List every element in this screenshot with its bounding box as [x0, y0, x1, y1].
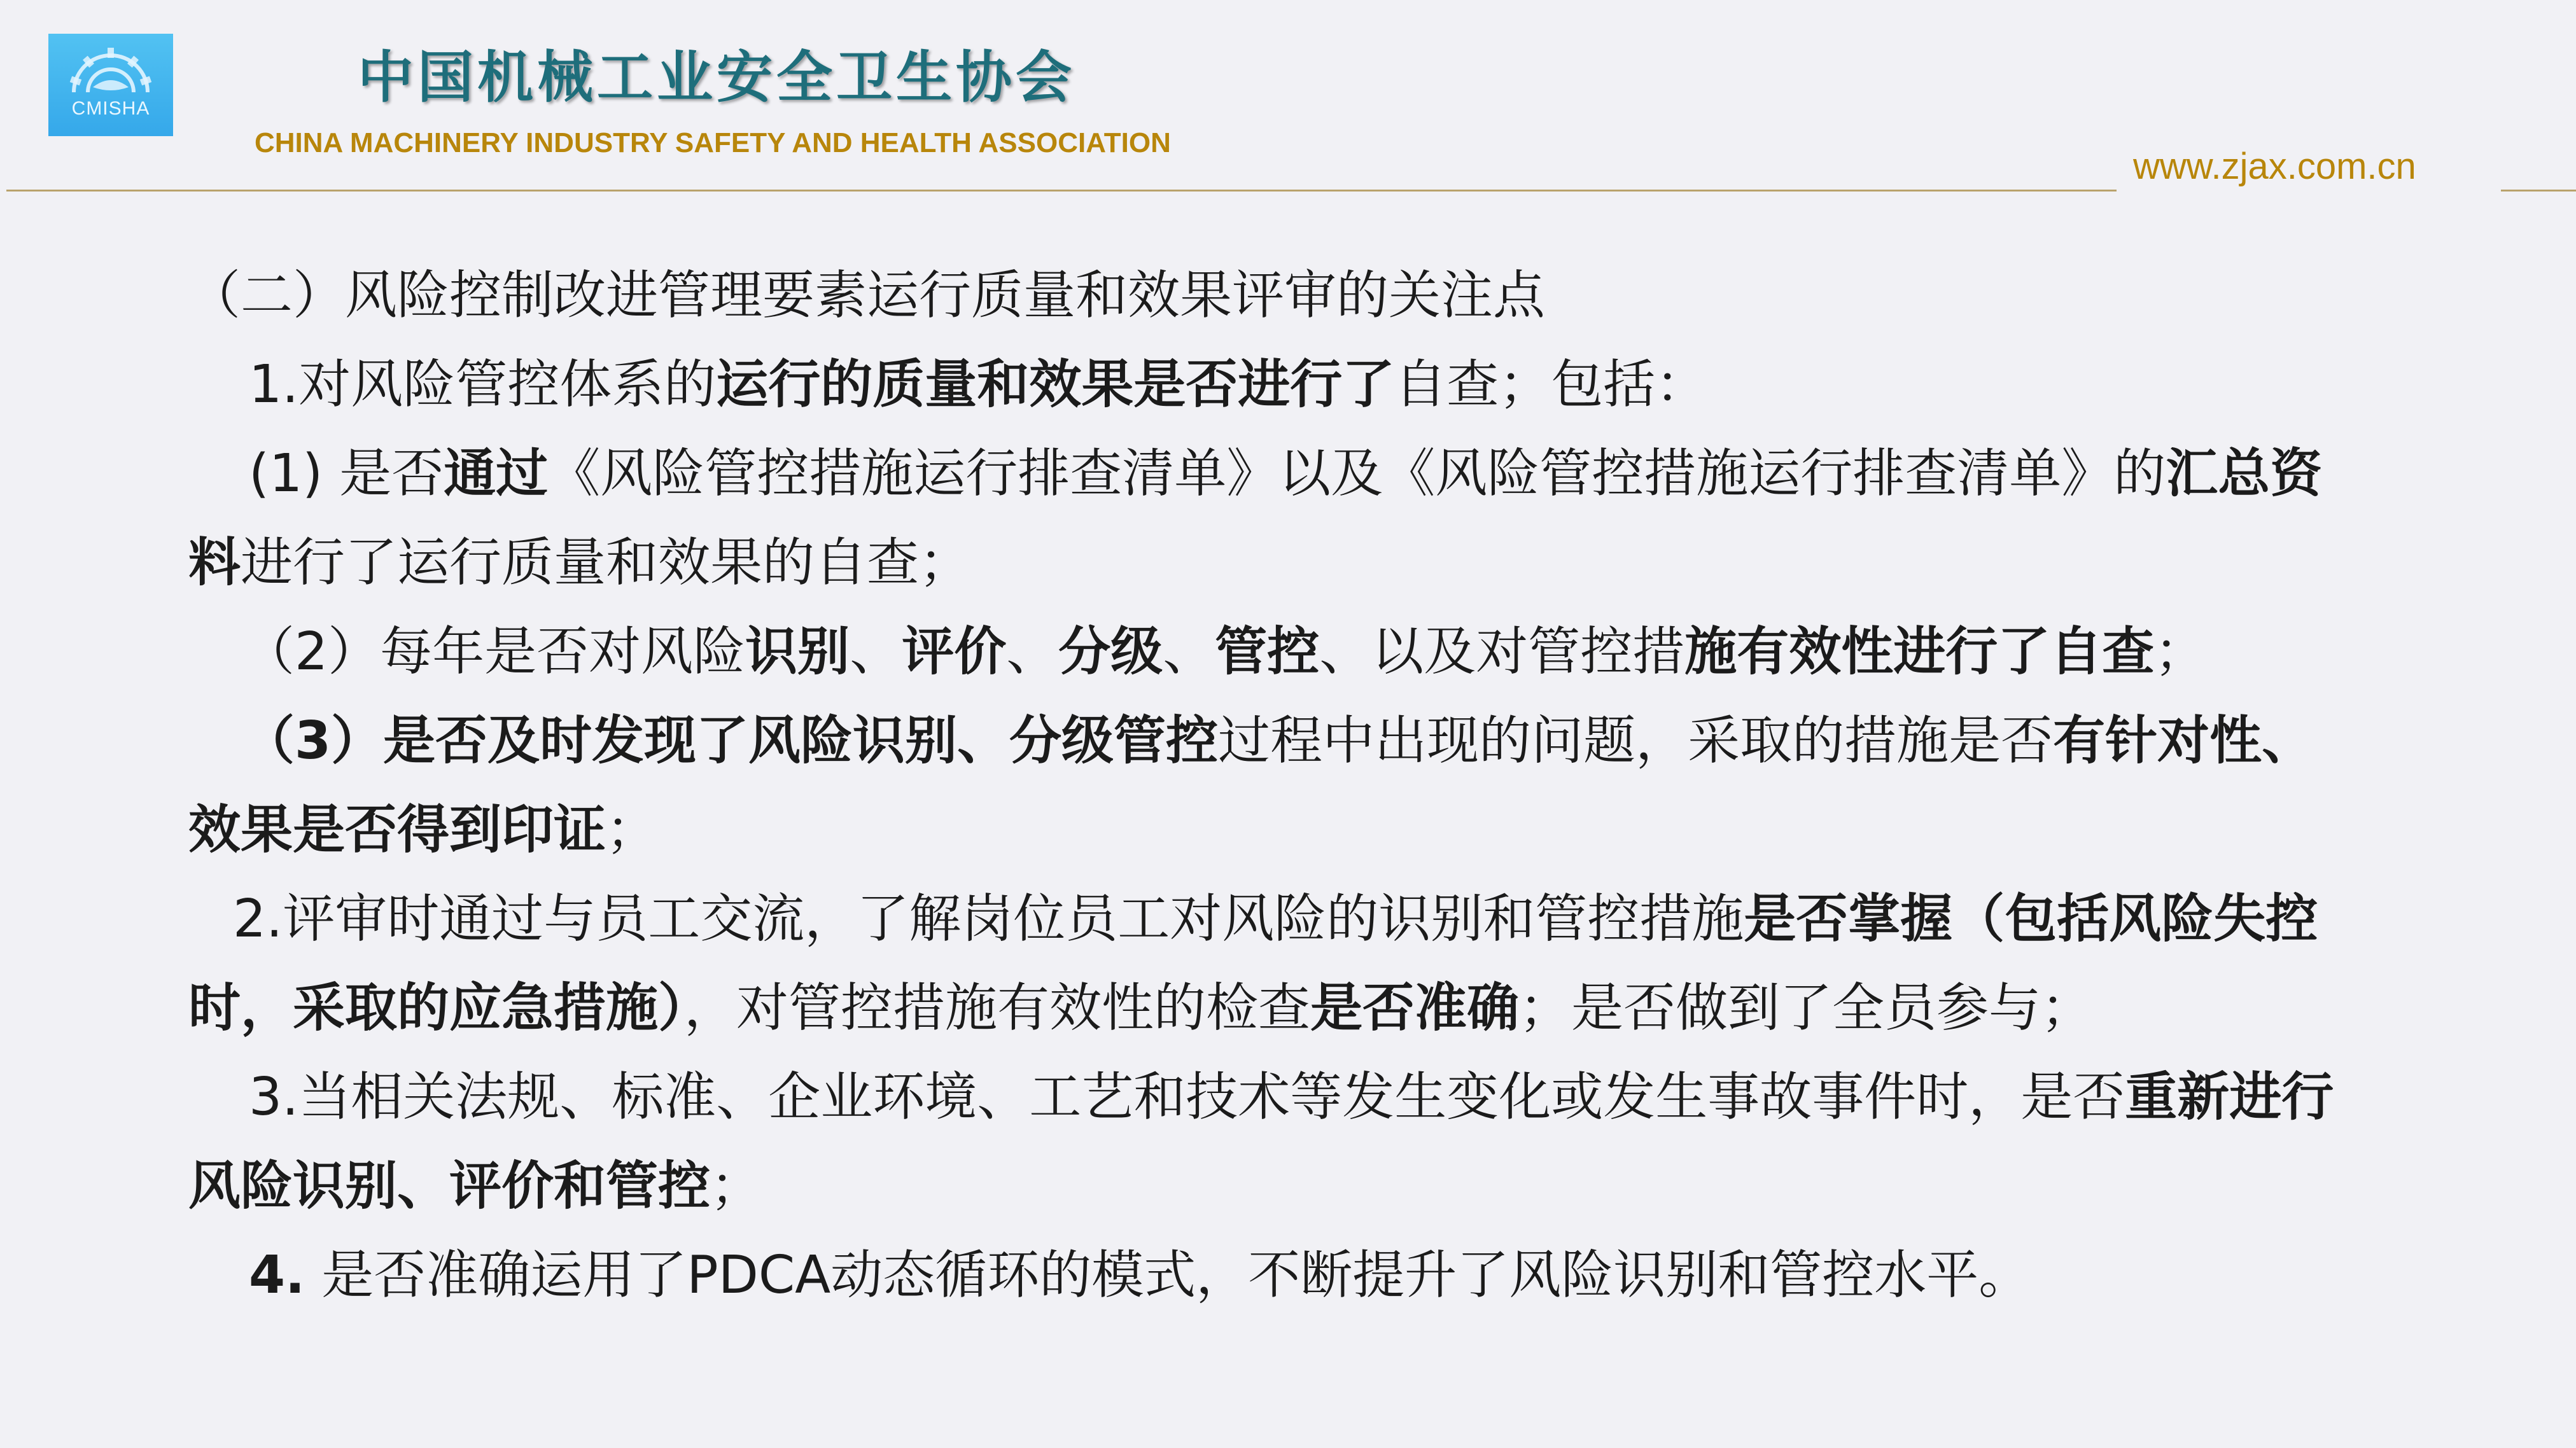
sub-2-sep-e: 、 — [1006, 622, 1059, 682]
item-1 — [249, 340, 2365, 429]
sub-2-text-i: 、以及对管控措 — [1319, 622, 1685, 682]
item-2-text-a: 2.评审时通过与员工交流，了解岗位员工对风险的识别和管控措施 — [233, 889, 1744, 949]
org-name-en: CHINA MACHINERY INDUSTRY SAFETY AND HEALTH ASSOCIATION — [255, 127, 1171, 158]
logo-text: CMISHA — [71, 98, 150, 119]
header-divider-right — [2501, 190, 2576, 191]
item-2-bold-b: 是否掌握（包括风险失控时，采取的应急措施） — [188, 889, 2318, 1038]
item-3 — [188, 1053, 2365, 1231]
sub-item-2 — [242, 608, 2365, 697]
section-heading — [188, 251, 2365, 340]
item-3-text-c: ； — [710, 1156, 763, 1216]
section-heading-text: （二）风险控制改进管理要素运行质量和效果评审的关注点 — [188, 265, 1546, 326]
cmisha-logo — [48, 34, 173, 136]
item-1-tail: 自查；包括： — [1394, 354, 1708, 415]
gear-icon — [48, 34, 173, 136]
sub-2-bold-b: 识别 — [745, 622, 850, 682]
sub-item-3 — [188, 697, 2365, 875]
sub-2-bold-f: 分级 — [1058, 622, 1163, 682]
item-2-text-e: ；是否做到了全员参与； — [1519, 978, 2094, 1038]
sub-3-text-b: 过程中出现的问题，采取的措施是否 — [1218, 711, 2054, 771]
sub-1-bold-b: 通过 — [444, 443, 549, 504]
sub-2-bold-h: 管控 — [1215, 622, 1320, 682]
sub-2-bold-d: 评价 — [902, 622, 1007, 682]
sub-3-bold-a: （3）是否及时发现了风险识别、分级管控 — [242, 711, 1219, 771]
sub-2-text-k: ； — [2154, 622, 2207, 682]
org-name-cn: 中国机械工业安全卫生协会 — [358, 45, 1076, 110]
item-2-text-c: ，对管控措施有效性的检查 — [684, 978, 1311, 1038]
item-2-bold-d: 是否准确 — [1310, 978, 1520, 1038]
sub-1-text-a: (1) 是否 — [249, 443, 444, 504]
sub-1-text-c: 《风险管控措施运行排查清单》以及《风险管控措施运行排查清单》的 — [548, 443, 2166, 504]
item-1-text: 1.对风险管控体系的 — [249, 354, 717, 415]
sub-2-sep-g: 、 — [1163, 622, 1215, 682]
sub-2-sep-c: 、 — [850, 622, 902, 682]
item-3-text-a: 3.当相关法规、标准、企业环境、工艺和技术等发生变化或发生事故事件时，是否 — [249, 1067, 2125, 1127]
item-4 — [249, 1231, 2365, 1320]
item-3-bold-b: 重新进行风险识别、评价和管控 — [188, 1067, 2334, 1216]
website-url: www.zjax.com.cn — [2133, 146, 2416, 187]
item-4-text: 是否准确运用了PDCA动态循环的模式，不断提升了风险识别和管控水平。 — [305, 1245, 2031, 1305]
item-2 — [188, 875, 2365, 1053]
sub-3-bold-c: 有针对性、效果是否得到印证 — [188, 711, 2314, 860]
header-divider-left — [6, 190, 2117, 191]
item-1-bold: 运行的质量和效果是否进行了 — [716, 354, 1395, 415]
sub-3-text-d: ； — [606, 800, 659, 860]
slide-body — [188, 251, 2365, 1320]
sub-1-bold-d: 汇总资料 — [188, 443, 2323, 593]
sub-item-1 — [188, 429, 2365, 608]
sub-1-text-e: 进行了运行质量和效果的自查； — [241, 533, 972, 593]
sub-2-bold-j: 施有效性进行了自查 — [1684, 622, 2155, 682]
item-4-number: 4. — [249, 1245, 305, 1305]
sub-2-text-a: （2）每年是否对风险 — [242, 622, 746, 682]
